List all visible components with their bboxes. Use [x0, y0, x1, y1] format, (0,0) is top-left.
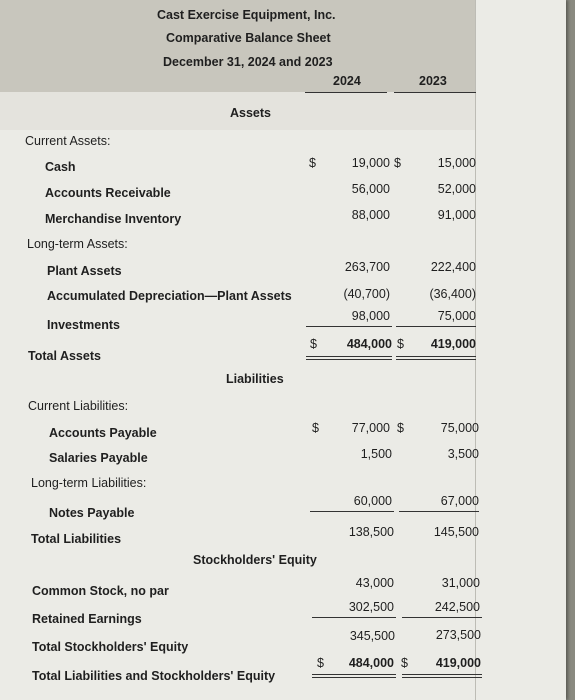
column-header-2023: 2023: [419, 74, 447, 88]
section-stockholders-equity: Stockholders' Equity: [193, 553, 317, 567]
salaries-payable-2024: 1,500: [360, 447, 392, 461]
notes-payable-rule-2023: [399, 511, 479, 512]
retained-earnings-2023: 242,500: [434, 600, 480, 614]
salaries-payable-2023: 3,500: [447, 447, 479, 461]
notes-payable-2024: 60,000: [353, 494, 392, 508]
investments-rule-2023: [396, 326, 476, 327]
longterm-assets-label: Long-term Assets:: [27, 237, 128, 251]
retained-earnings-rule-2024: [312, 617, 396, 618]
grand-total-2024-dollar-sign: $: [401, 656, 408, 670]
accounts-receivable-2024: 56,000: [351, 182, 390, 196]
notes-payable-label: Notes Payable: [49, 506, 135, 520]
total-assets-double-rule-2024: [306, 356, 392, 360]
retained-earnings-rule-2023: [402, 617, 482, 618]
current-liabilities-label: Current Liabilities:: [28, 399, 129, 413]
plant-assets-2024: 263,700: [344, 260, 390, 274]
accounts-receivable-label: Accounts Receivable: [45, 186, 171, 200]
grand-total-label: Total Liabilities and Stockholders' Equity: [32, 669, 276, 683]
total-assets-2023: 419,000: [430, 337, 476, 351]
inventory-2023: 91,000: [437, 208, 476, 222]
cash-dollar-sign: $: [309, 156, 316, 170]
current-assets-label: Current Assets:: [25, 134, 111, 148]
grand-total-2024: 484,000: [348, 656, 394, 670]
grand-total-double-rule-2024: [312, 674, 396, 678]
accounts-payable-dollar-sign: $: [312, 421, 319, 435]
cash-2023: 15,000: [437, 156, 476, 170]
common-stock-2023: 31,000: [441, 576, 480, 590]
investments-2023: 75,000: [437, 309, 476, 323]
inventory-2024: 88,000: [351, 208, 390, 222]
header-rule-2024: [305, 92, 387, 93]
longterm-liabilities-label: Long-term Liabilities:: [31, 476, 147, 490]
cash-2024-dollar-sign: $: [394, 156, 401, 170]
accounts-payable-label: Accounts Payable: [49, 426, 157, 440]
total-assets-dollar-sign: $: [310, 337, 317, 351]
grand-total-dollar-sign: $: [317, 656, 324, 670]
company-name: Cast Exercise Equipment, Inc.: [157, 8, 336, 22]
section-liabilities: Liabilities: [226, 372, 284, 386]
statement-title: Comparative Balance Sheet: [166, 31, 331, 45]
inventory-label: Merchandise Inventory: [45, 212, 182, 226]
plant-assets-label: Plant Assets: [47, 264, 122, 278]
total-equity-2023: 273,500: [435, 628, 481, 642]
cash-label: Cash: [45, 160, 76, 174]
accumulated-depreciation-2024: (40,700): [343, 287, 390, 301]
cash-2024: 19,000: [351, 156, 390, 170]
grand-total-double-rule-2023: [402, 674, 482, 678]
total-equity-2024: 345,500: [349, 629, 395, 643]
total-assets-2024: 484,000: [346, 337, 392, 351]
accumulated-depreciation-label: Accumulated Depreciation—Plant Assets: [47, 289, 292, 303]
notes-payable-2023: 67,000: [440, 494, 479, 508]
salaries-payable-label: Salaries Payable: [49, 451, 148, 465]
investments-rule-2024: [306, 326, 392, 327]
notes-payable-rule-2024: [310, 511, 394, 512]
retained-earnings-label: Retained Earnings: [32, 612, 142, 626]
accounts-receivable-2023: 52,000: [437, 182, 476, 196]
total-liabilities-2024: 138,500: [348, 525, 394, 539]
column-header-2024: 2024: [333, 74, 361, 88]
accumulated-depreciation-2023: (36,400): [429, 287, 476, 301]
section-assets: Assets: [230, 106, 271, 120]
total-liabilities-2023: 145,500: [433, 525, 479, 539]
investments-2024: 98,000: [351, 309, 390, 323]
plant-assets-2023: 222,400: [430, 260, 476, 274]
retained-earnings-2024: 302,500: [348, 600, 394, 614]
total-equity-label: Total Stockholders' Equity: [32, 640, 189, 654]
header-rule-2023: [394, 92, 476, 93]
total-assets-double-rule-2023: [396, 356, 476, 360]
grand-total-2023: 419,000: [435, 656, 481, 670]
common-stock-label: Common Stock, no par: [32, 584, 169, 598]
total-assets-2024-dollar-sign: $: [397, 337, 404, 351]
common-stock-2024: 43,000: [355, 576, 394, 590]
statement-date: December 31, 2024 and 2023: [163, 55, 333, 69]
accounts-payable-2024: 77,000: [351, 421, 390, 435]
accounts-payable-2023: 75,000: [440, 421, 479, 435]
total-assets-label: Total Assets: [28, 349, 101, 363]
accounts-payable-2024-dollar-sign: $: [397, 421, 404, 435]
investments-label: Investments: [47, 318, 120, 332]
total-liabilities-label: Total Liabilities: [31, 532, 122, 546]
